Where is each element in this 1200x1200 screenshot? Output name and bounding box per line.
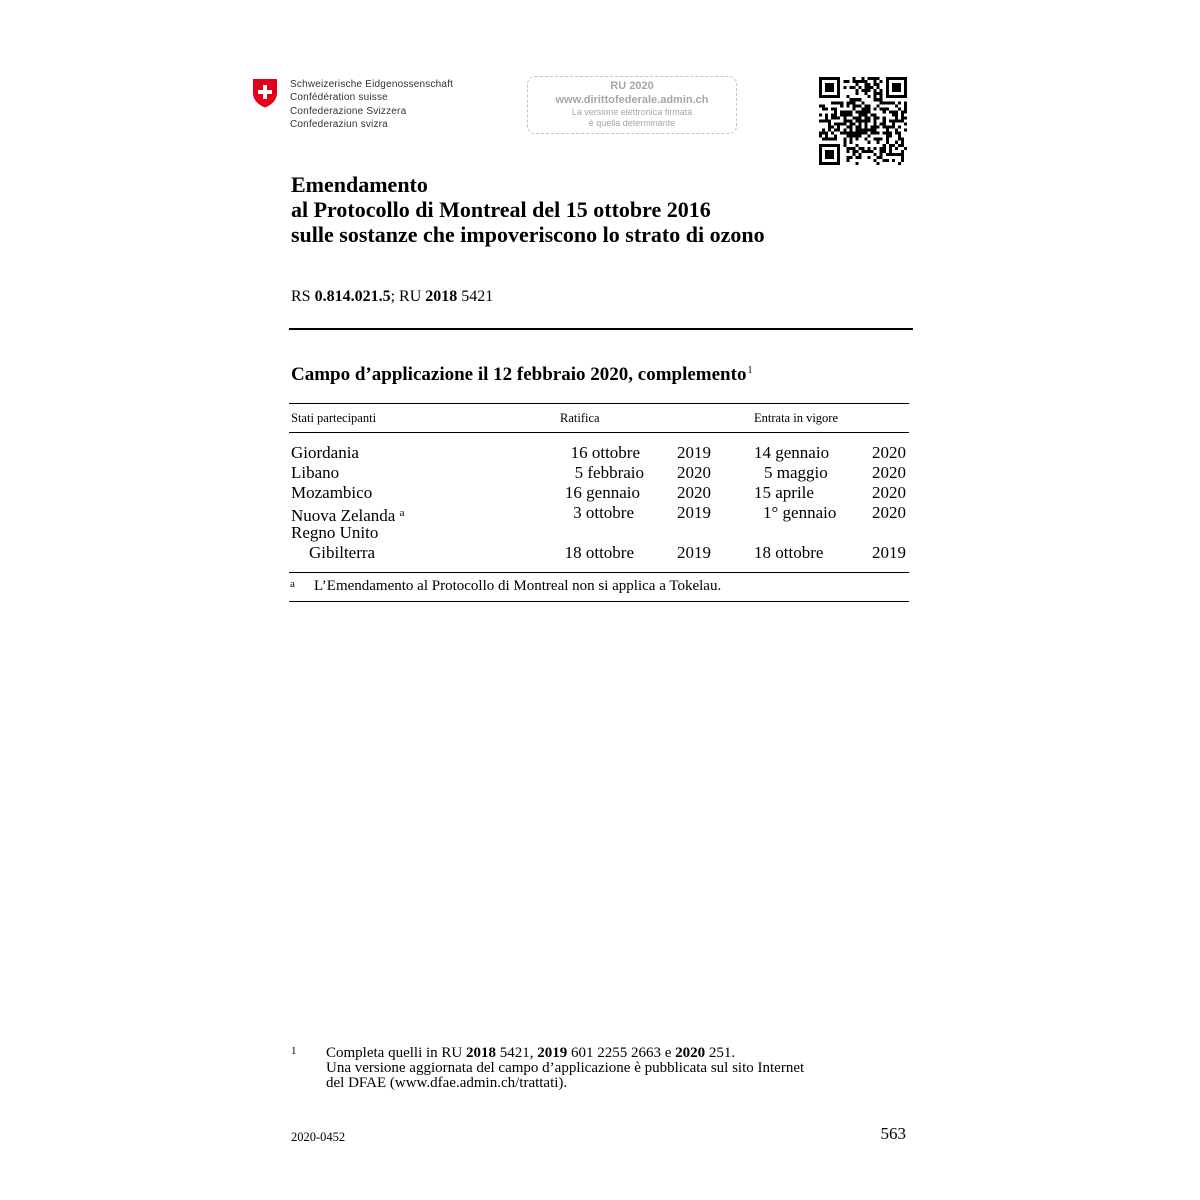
section-title-text: Campo d’applicazione il 12 febbraio 2020, complemento	[291, 364, 747, 385]
table-end-rule	[289, 601, 909, 602]
footnote-ref[interactable]: 1	[747, 365, 753, 376]
stamp-ru: RU 2020	[610, 80, 654, 92]
ratification-date: 16 gennaio	[564, 483, 640, 502]
confederation-line: Confédération suisse	[290, 92, 388, 104]
table-note-ref[interactable]: a	[399, 507, 405, 519]
rs-prefix: RS	[291, 288, 315, 305]
state-name: Libano	[291, 463, 340, 482]
stamp-note: La versione elettronica firmata	[571, 107, 693, 117]
document-reference	[291, 288, 493, 306]
footnote-text: 601 2255 2663 e	[567, 1045, 676, 1061]
table-note-mark: a	[290, 578, 295, 590]
confederation-line: Schweizerische Eidgenossenschaft	[290, 79, 454, 90]
entry-date: 5 maggio	[764, 463, 828, 482]
col-header-entry: Entrata in vigore	[754, 411, 838, 425]
entry-date: 15 aprile	[754, 483, 814, 502]
entry-year: 2020	[872, 443, 906, 462]
footnote	[291, 1046, 804, 1091]
entry-date: 1° gennaio	[763, 503, 837, 522]
confederation-line: Confederaziun svizra	[290, 118, 388, 130]
footnote-year: 2018	[466, 1045, 496, 1061]
table-note-text: L’Emendamento al Protocollo di Montreal non si applica a Tokelau.	[314, 578, 722, 594]
footnote-year: 2019	[537, 1045, 568, 1061]
state-name: Gibilterra	[309, 543, 376, 562]
title-line: al Protocollo di Montreal del 15 ottobre 2016	[291, 197, 711, 222]
ratification-date: 5 febbraio	[574, 463, 644, 482]
ratification-year: 2019	[677, 503, 711, 522]
ratification-year: 2019	[677, 543, 711, 562]
state-name: Mozambico	[291, 483, 373, 502]
title-line: Emendamento	[291, 172, 428, 197]
table-note	[290, 578, 721, 595]
entry-year: 2020	[872, 503, 906, 522]
ratification-date: 16 ottobre	[570, 443, 640, 462]
table-header-rule	[289, 432, 909, 433]
footnote-text: 5421,	[496, 1045, 538, 1061]
footnote-line: Una versione aggiornata del campo d’applicazione è pubblicata sul sito Internet	[326, 1060, 805, 1076]
stamp-note: è quella determinante	[588, 118, 676, 128]
document-code: 2020-0452	[291, 1130, 346, 1144]
col-header-states: Stati partecipanti	[291, 411, 377, 425]
entry-date: 14 gennaio	[754, 443, 830, 462]
footnote-number: 1	[291, 1045, 297, 1057]
footnote-text: 251.	[705, 1045, 736, 1061]
col-header-ratification: Ratifica	[560, 411, 600, 425]
state-name-text: Nuova Zelanda	[291, 506, 396, 525]
ru-year: 2018	[425, 288, 458, 305]
entry-year: 2020	[872, 483, 906, 502]
entry-date: 18 ottobre	[754, 543, 824, 562]
document-title	[291, 172, 765, 247]
ratification-date: 3 ottobre	[573, 503, 634, 522]
footnote-text: Completa quelli in RU	[326, 1045, 466, 1061]
ratification-year: 2020	[677, 483, 711, 502]
page-number: 563	[880, 1124, 906, 1143]
entry-year: 2020	[872, 463, 906, 482]
table-top-rule	[289, 403, 909, 404]
ratification-year: 2019	[677, 443, 711, 462]
entry-year: 2019	[872, 543, 906, 562]
qr-code-icon	[819, 77, 907, 165]
confederation-line: Confederazione Svizzera	[290, 105, 407, 117]
title-line: sulle sostanze che impoveriscono lo strato di ozono	[291, 222, 765, 247]
state-name: Regno Unito	[291, 523, 379, 542]
footnote-line	[326, 1046, 804, 1061]
swiss-crest-icon	[252, 78, 278, 108]
ref-separator: ; RU	[390, 288, 426, 305]
confederation-names	[290, 78, 453, 131]
ratification-date: 18 ottobre	[564, 543, 634, 562]
divider	[289, 328, 913, 330]
ratification-year: 2020	[677, 463, 711, 482]
state-name: Giordania	[291, 443, 359, 462]
official-stamp	[527, 76, 737, 134]
ru-page: 5421	[457, 288, 494, 305]
footnote-year: 2020	[675, 1045, 706, 1061]
footnote-line: del DFAE (www.dfae.admin.ch/trattati).	[326, 1075, 568, 1091]
table-bottom-rule	[289, 572, 909, 573]
rs-number: 0.814.021.5	[314, 288, 391, 305]
stamp-url: www.dirittofederale.admin.ch	[555, 94, 709, 106]
section-title	[291, 364, 752, 386]
